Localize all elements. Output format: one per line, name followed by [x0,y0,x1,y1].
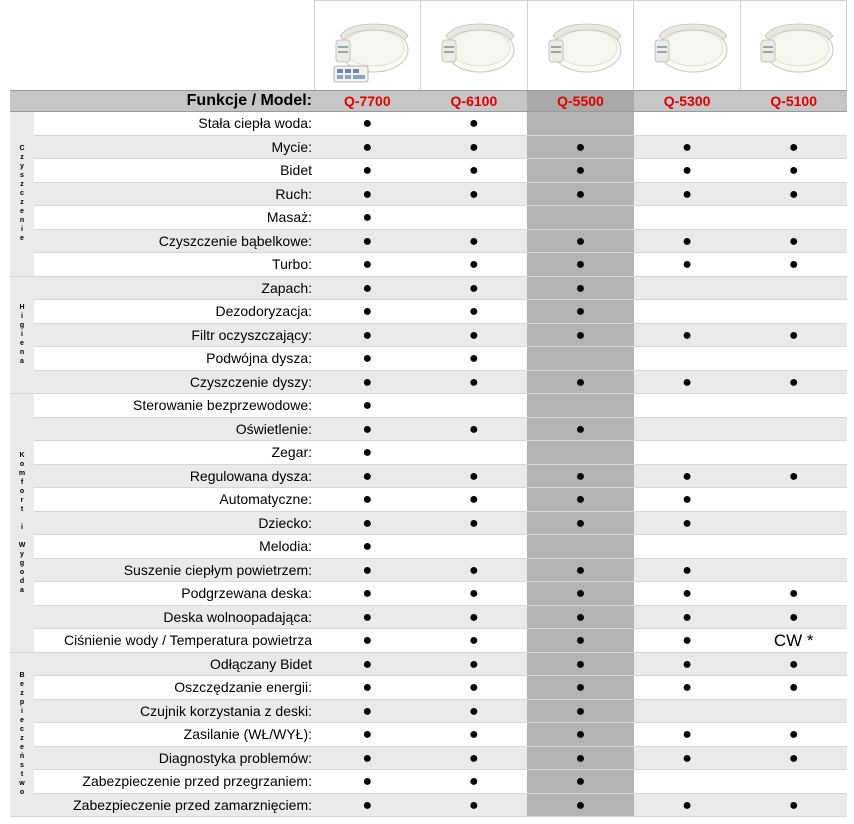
table-row [10,347,847,371]
feature-available-dot: ● [469,679,479,696]
feature-available-dot: ● [788,467,799,485]
feature-available-dot: ● [362,585,373,602]
feature-available-dot: ● [682,726,692,743]
feature-available-dot: ● [682,373,692,391]
table-row [10,230,847,254]
table-row [10,559,847,583]
feature-cell-empty [740,347,847,370]
feature-available-dot: ● [682,232,692,250]
feature-available-dot: ● [682,256,692,273]
feature-cell-empty [527,112,634,135]
feature-available-dot: ● [527,770,634,793]
q-7700-toilet-seat-icon [320,6,416,86]
feature-available-dot: ● [527,300,634,323]
feature-available-dot: ● [682,679,692,696]
feature-cell-empty [634,347,741,370]
feature-available-dot: ● [469,279,479,297]
feature-label: Zabezpieczenie przed zamarznięciem: [73,796,312,813]
feature-available-dot: ● [362,773,373,790]
feature-available-dot: ● [682,561,692,579]
feature-available-dot: ● [469,326,479,344]
feature-available-dot: ● [362,538,373,555]
group-label: C z y s z c z e n i e [10,112,34,277]
feature-label: Ruch: [275,185,312,202]
feature-table [10,112,847,817]
feature-label: Filtr oczyszczający: [191,326,312,343]
feature-label: Oszczędzanie energii: [174,679,312,695]
feature-label: Diagnostyka problemów: [158,749,312,766]
feature-cell-empty [740,112,847,135]
table-row [10,418,847,442]
feature-label: Automatyczne: [219,491,312,507]
feature-available-dot: ● [362,491,373,508]
feature-available-dot: ● [469,632,479,649]
feature-available-dot: ● [788,679,799,696]
table-row [10,794,847,818]
feature-available-dot: ● [527,324,634,347]
feature-available-dot: ● [527,136,634,159]
feature-available-dot: ● [469,256,479,273]
model-q7700-heading: Q-7700 [343,93,391,109]
feature-available-dot: ● [362,702,373,720]
product-image-cell [421,1,527,91]
feature-available-dot: ● [527,230,634,253]
feature-available-dot: ● [469,655,479,673]
feature-available-dot: ● [527,606,634,629]
feature-cell-empty [527,206,634,229]
features-models-heading: Funkcje / Model: [186,92,312,109]
q-5500-toilet-seat-icon [533,6,629,86]
feature-available-dot: ● [469,726,479,743]
feature-available-dot: ● [682,162,692,179]
feature-available-dot: ● [527,653,634,676]
feature-note: CW * [773,631,814,650]
feature-available-dot: ● [682,491,692,508]
feature-available-dot: ● [362,162,373,179]
feature-cell-empty [740,277,847,300]
table-row [10,277,847,301]
feature-available-dot: ● [788,256,799,273]
feature-available-dot: ● [362,397,373,414]
table-row [10,676,847,700]
feature-available-dot: ● [469,561,479,579]
table-row [10,653,847,677]
feature-available-dot: ● [682,138,692,156]
feature-label: Zegar: [271,444,312,460]
feature-available-dot: ● [788,326,799,344]
feature-available-dot: ● [682,585,692,602]
feature-cell-empty [634,277,741,300]
feature-available-dot: ● [362,232,373,250]
feature-available-dot: ● [362,138,373,156]
feature-label: Masaż: [266,209,312,225]
feature-cell-empty [527,347,634,370]
feature-available-dot: ● [682,326,692,344]
feature-available-dot: ● [362,444,373,461]
feature-label: Czyszczenie dyszy: [189,373,312,390]
feature-available-dot: ● [362,796,373,814]
feature-available-dot: ● [788,608,799,626]
feature-cell-empty [634,112,741,135]
table-row [10,629,847,653]
table-row [10,253,847,277]
feature-available-dot: ● [527,723,634,746]
table-row [10,136,847,160]
feature-available-dot: ● [527,465,634,488]
table-row [10,206,847,230]
feature-cell-empty [740,441,847,464]
feature-available-dot: ● [362,726,373,743]
feature-available-dot: ● [788,373,799,391]
feature-label: Sterowanie bezprzewodowe: [133,397,312,413]
feature-label: Deska wolnoopadająca: [163,608,312,625]
feature-cell-empty [634,700,741,723]
feature-available-dot: ● [682,514,692,532]
feature-label: Podgrzewana deska: [181,585,312,601]
feature-available-dot: ● [527,629,634,652]
feature-cell-empty [421,206,528,229]
feature-available-dot: ● [362,279,373,297]
feature-available-dot: ● [469,585,479,602]
model-q5500-heading: Q-5500 [527,91,634,111]
feature-available-dot: ● [362,608,373,626]
feature-available-dot: ● [469,303,479,320]
group-label: B e z p i e c z e ń s t w o [10,653,34,818]
feature-available-dot: ● [527,700,634,723]
feature-cell-empty [740,300,847,323]
feature-available-dot: ● [527,253,634,276]
feature-available-dot: ● [469,350,479,367]
feature-available-dot: ● [469,185,479,203]
feature-available-dot: ● [362,467,373,485]
feature-available-dot: ● [682,608,692,626]
feature-available-dot: ● [469,608,479,626]
feature-available-dot: ● [362,303,373,320]
table-row [10,465,847,489]
feature-available-dot: ● [469,162,479,179]
feature-available-dot: ● [788,138,799,156]
q-6100-toilet-seat-icon [426,6,522,86]
feature-available-dot: ● [788,162,799,179]
q-5100-toilet-seat-icon [745,6,841,86]
feature-available-dot: ● [362,514,373,532]
feature-label: Mycie: [271,138,312,155]
table-row [10,606,847,630]
feature-available-dot: ● [527,747,634,770]
feature-available-dot: ● [362,326,373,344]
feature-available-dot: ● [362,256,373,273]
feature-available-dot: ● [469,796,479,814]
feature-label: Bidet [280,162,312,178]
feature-cell-empty [527,394,634,417]
feature-available-dot: ● [682,796,692,814]
feature-available-dot: ● [788,655,799,673]
table-header [10,90,847,112]
feature-available-dot: ● [788,796,799,814]
feature-available-dot: ● [527,512,634,535]
table-row [10,512,847,536]
feature-available-dot: ● [682,749,692,767]
feature-cell-empty [740,418,847,441]
table-row [10,535,847,559]
feature-available-dot: ● [469,773,479,790]
feature-cell-empty [634,206,741,229]
feature-available-dot: ● [469,467,479,485]
feature-label: Melodia: [259,538,312,554]
feature-available-dot: ● [527,418,634,441]
feature-available-dot: ● [788,726,799,743]
feature-available-dot: ● [362,632,373,649]
feature-available-dot: ● [362,373,373,391]
feature-cell-empty [740,700,847,723]
feature-available-dot: ● [469,232,479,250]
feature-available-dot: ● [788,585,799,602]
table-row [10,183,847,207]
feature-cell-empty [421,441,528,464]
feature-available-dot: ● [682,185,692,203]
table-row [10,324,847,348]
product-image-cell [315,1,421,91]
feature-available-dot: ● [527,159,634,182]
feature-label: Regulowana dysza: [189,467,312,484]
feature-available-dot: ● [527,582,634,605]
product-image-row [314,0,847,90]
feature-available-dot: ● [469,702,479,720]
feature-available-dot: ● [527,183,634,206]
feature-label: Dezodoryzacja: [215,303,312,319]
feature-cell-empty [527,441,634,464]
table-row [10,723,847,747]
product-image-cell [741,1,847,91]
feature-available-dot: ● [469,420,479,438]
feature-cell-empty [740,770,847,793]
product-image-cell [634,1,740,91]
table-row [10,394,847,418]
model-q6100-heading: Q-6100 [450,93,498,109]
feature-available-dot: ● [362,561,373,579]
table-row [10,488,847,512]
product-image-cell [528,1,634,91]
feature-cell-empty [634,300,741,323]
feature-available-dot: ● [362,679,373,696]
feature-label: Zasilanie (WŁ/WYŁ): [183,726,312,742]
feature-available-dot: ● [788,185,799,203]
feature-available-dot: ● [469,514,479,532]
feature-available-dot: ● [362,655,373,673]
feature-available-dot: ● [469,138,479,156]
feature-available-dot: ● [527,277,634,300]
feature-available-dot: ● [362,749,373,767]
feature-label: Zabezpieczenie przed przegrzaniem: [82,773,312,789]
feature-available-dot: ● [527,559,634,582]
table-row [10,112,847,136]
feature-available-dot: ● [788,232,799,250]
table-row [10,300,847,324]
feature-available-dot: ● [362,115,373,132]
model-q5100-heading: Q-5100 [770,93,818,109]
group-label: K o m f o r t i W y g o d a [10,394,34,653]
group-label: H i g i e n a [10,277,34,395]
feature-cell-empty [634,770,741,793]
table-row [10,371,847,395]
table-row [10,747,847,771]
table-row [10,441,847,465]
feature-cell-empty [740,394,847,417]
feature-available-dot: ● [527,371,634,394]
feature-cell-empty [634,394,741,417]
feature-label: Podwójna dysza: [206,350,312,366]
feature-label: Dziecko: [258,514,312,531]
table-row [10,582,847,606]
table-row [10,700,847,724]
feature-cell-empty [421,535,528,558]
q-5300-toilet-seat-icon [639,6,735,86]
feature-label: Oświetlenie: [235,420,312,437]
feature-cell-empty [740,512,847,535]
feature-cell-empty [740,206,847,229]
feature-label: Odłączany Bidet [210,655,312,672]
feature-cell-empty [740,535,847,558]
feature-available-dot: ● [362,350,373,367]
feature-available-dot: ● [469,491,479,508]
feature-available-dot: ● [682,655,692,673]
feature-label: Stała ciepła woda: [198,115,312,131]
feature-available-dot: ● [527,488,634,511]
feature-available-dot: ● [527,794,634,817]
feature-available-dot: ● [362,209,373,226]
feature-cell-empty [527,535,634,558]
feature-cell-empty [740,559,847,582]
feature-label: Ciśnienie wody / Temperatura powietrza [64,632,312,648]
feature-label: Turbo: [272,256,312,272]
feature-cell-empty [740,488,847,511]
feature-available-dot: ● [469,373,479,391]
feature-available-dot: ● [788,749,799,767]
feature-label: Zapach: [261,279,312,296]
feature-available-dot: ● [362,185,373,203]
table-row [10,159,847,183]
feature-cell-empty [421,394,528,417]
model-q5300-heading: Q-5300 [663,93,711,109]
feature-available-dot: ● [362,420,373,438]
feature-available-dot: ● [527,676,634,699]
feature-available-dot: ● [682,632,692,649]
feature-cell-empty [634,441,741,464]
feature-label: Czujnik korzystania z deski: [140,702,312,719]
feature-cell-empty [634,535,741,558]
table-row [10,770,847,794]
feature-label: Suszenie ciepłym powietrzem: [123,561,312,578]
feature-cell-empty [634,418,741,441]
feature-available-dot: ● [469,115,479,132]
feature-available-dot: ● [682,467,692,485]
feature-available-dot: ● [469,749,479,767]
feature-label: Czyszczenie bąbelkowe: [158,232,312,249]
